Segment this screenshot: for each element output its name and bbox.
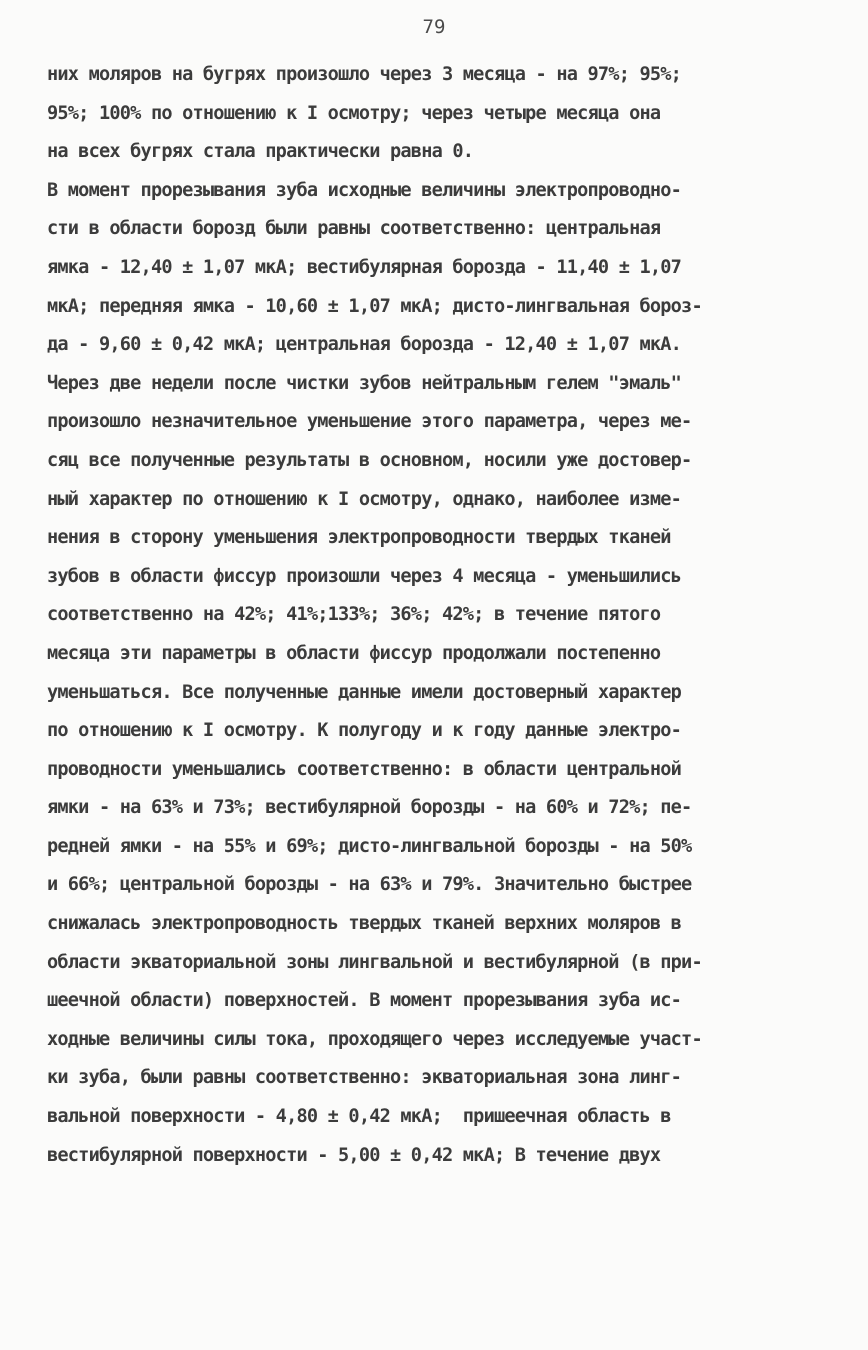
text-line: ходные величины силы тока, проходящего через исследуемые участ- (47, 1028, 702, 1050)
text-line: нения в сторону уменьшения электропроводности твердых тканей (47, 527, 671, 549)
text-line: вальной поверхности - 4,80 ± 0,42 мкА; пришеечная область в (47, 1106, 671, 1128)
text-line: В момент прорезывания зуба исходные величины электропроводно- (47, 179, 682, 201)
text-line: снижалась электропроводность твердых тканей верхних моляров в (47, 913, 682, 935)
body-text (47, 56, 847, 1175)
text-line: зубов в области фиссур произошли через 4 месяца - уменьшились (47, 565, 682, 587)
text-line: на всех бугрях стала практически равна 0. (47, 141, 474, 163)
text-line: Через две недели после чистки зубов нейтральным гелем "эмаль" (47, 372, 682, 394)
text-line: редней ямки - на 55% и 69%; дисто-лингвальной борозды - на 50% (47, 835, 692, 857)
text-line: мкА; передняя ямка - 10,60 ± 1,07 мкА; дисто-лингвальная бороз- (47, 295, 702, 317)
text-line: сяц все полученные результаты в основном, носили уже достовер- (47, 449, 692, 471)
text-line: да - 9,60 ± 0,42 мкА; центральная борозда - 12,40 ± 1,07 мкА. (47, 334, 682, 356)
text-line: сти в области борозд были равны соответственно: центральная (47, 218, 661, 240)
page-number: 79 (422, 16, 446, 38)
text-line: шеечной области) поверхностей. В момент прорезывания зуба ис- (47, 990, 682, 1012)
text-line: ки зуба, были равны соответственно: экваториальная зона линг- (47, 1067, 682, 1089)
text-line: произошло незначительное уменьшение этого параметра, через ме- (47, 411, 692, 433)
text-line: уменьшаться. Все полученные данные имели достоверный характер (47, 681, 682, 703)
text-line: по отношению к I осмотру. К полугоду и к году данные электро- (47, 720, 682, 742)
text-line: и 66%; центральной борозды - на 63% и 79%. Значительно быстрее (47, 874, 692, 896)
text-line: ный характер по отношению к I осмотру, однако, наиболее изме- (47, 488, 682, 510)
text-line: области экваториальной зоны лингвальной и вестибулярной (в при- (47, 951, 702, 973)
text-line: вестибулярной поверхности - 5,00 ± 0,42 мкА; В течение двух (47, 1144, 661, 1166)
text-line: проводности уменьшались соответственно: в области центральной (47, 758, 682, 780)
text-line: месяца эти параметры в области фиссур продолжали постепенно (47, 642, 661, 664)
text-line: 95%; 100% по отношению к I осмотру; через четыре месяца она (47, 102, 661, 124)
text-line: ямки - на 63% и 73%; вестибулярной борозды - на 60% и 72%; пе- (47, 797, 692, 819)
text-line: них моляров на бугрях произошло через 3 месяца - на 97%; 95%; (47, 64, 682, 85)
text-line: соответственно на 42%; 41%;133%; 36%; 42%; в течение пятого (47, 604, 661, 626)
text-line: ямка - 12,40 ± 1,07 мкА; вестибулярная борозда - 11,40 ± 1,07 (47, 256, 682, 278)
